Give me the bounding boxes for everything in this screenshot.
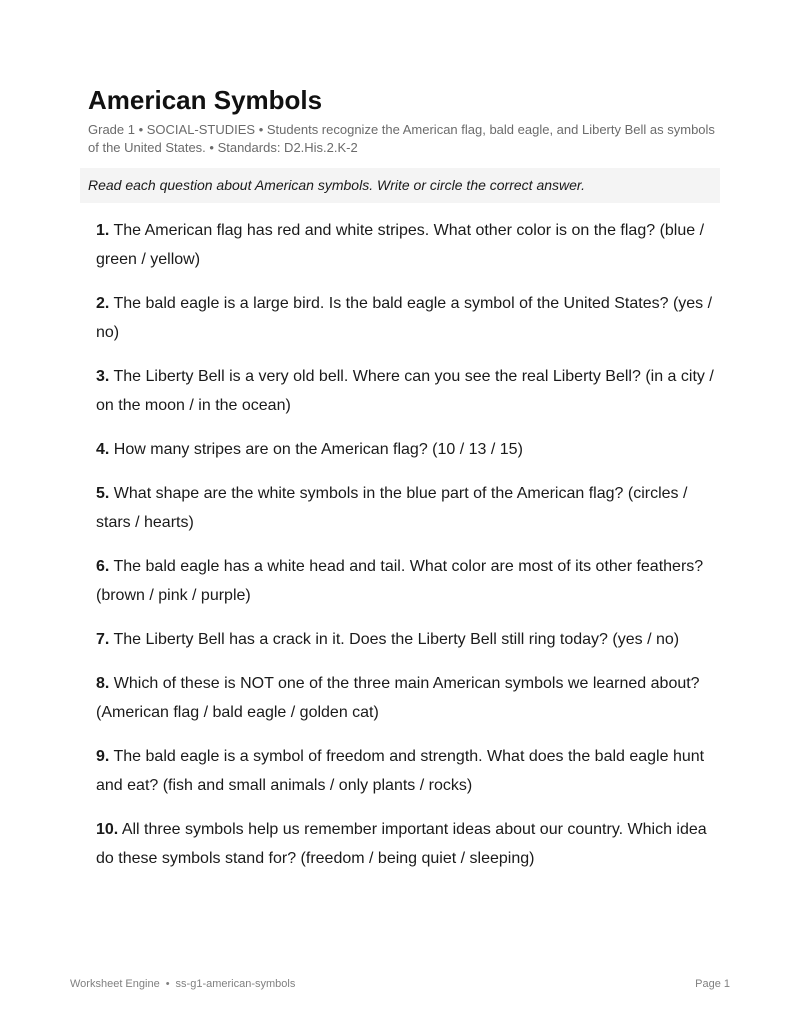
question-text: The American flag has red and white stripes. What other color is on the flag? (blue / green / yellow) <box>96 222 705 268</box>
question-text: The bald eagle is a symbol of freedom and strength. What does the bald eagle hunt and eat? (fish and small animals / only plants / rocks) <box>96 748 705 794</box>
question-number: 6. <box>96 558 110 575</box>
question-number: 10. <box>96 821 119 838</box>
footer-slug: ss-g1-american-symbols <box>175 978 296 990</box>
question-text: Which of these is NOT one of the three main American symbols we learned about? (American flag / bald eagle / golden cat) <box>96 675 700 721</box>
question-text: The bald eagle has a white head and tail. What color are most of its other feathers? (brown / pink / purple) <box>96 558 704 604</box>
question-list <box>88 216 720 873</box>
footer-left <box>70 978 295 990</box>
question-text: The Liberty Bell has a crack in it. Does the Liberty Bell still ring today? (yes / no) <box>113 631 680 648</box>
question-10 <box>96 815 716 873</box>
question-6 <box>96 552 716 610</box>
worksheet-subtitle: Grade 1 • SOCIAL-STUDIES • Students recognize the American flag, bald eagle, and Liberty Bell as symbols of the United States. • Standards: D2.His.2.K-2 <box>88 122 715 155</box>
question-7 <box>96 625 716 654</box>
question-number: 9. <box>96 748 110 765</box>
question-9 <box>96 742 716 800</box>
worksheet-page <box>88 82 720 888</box>
question-5 <box>96 479 716 537</box>
question-2 <box>96 289 716 347</box>
page-footer <box>70 978 730 990</box>
question-4 <box>96 435 716 464</box>
instructions-box: Read each question about American symbols. Write or circle the correct answer. <box>80 168 720 203</box>
footer-page-number: Page 1 <box>695 978 730 990</box>
question-1 <box>96 216 716 274</box>
footer-separator: • <box>165 978 170 990</box>
question-number: 5. <box>96 485 110 502</box>
question-number: 1. <box>96 222 110 239</box>
question-8 <box>96 669 716 727</box>
question-text: What shape are the white symbols in the blue part of the American flag? (circles / stars / hearts) <box>96 485 688 531</box>
page-title: American Symbols <box>88 85 323 115</box>
question-number: 4. <box>96 441 110 458</box>
question-text: How many stripes are on the American flag? (10 / 13 / 15) <box>113 441 523 458</box>
question-number: 7. <box>96 631 110 648</box>
question-number: 2. <box>96 295 110 312</box>
footer-engine: Worksheet Engine <box>70 978 160 990</box>
question-number: 3. <box>96 368 110 385</box>
question-text: The Liberty Bell is a very old bell. Where can you see the real Liberty Bell? (in a city / on the moon / in the ocean) <box>96 368 714 414</box>
question-number: 8. <box>96 675 110 692</box>
question-text: All three symbols help us remember important ideas about our country. Which idea do these symbols stand for? (freedom / being quiet / sleeping) <box>96 821 707 867</box>
question-text: The bald eagle is a large bird. Is the bald eagle a symbol of the United States? (yes / no) <box>96 295 713 341</box>
question-3 <box>96 362 716 420</box>
